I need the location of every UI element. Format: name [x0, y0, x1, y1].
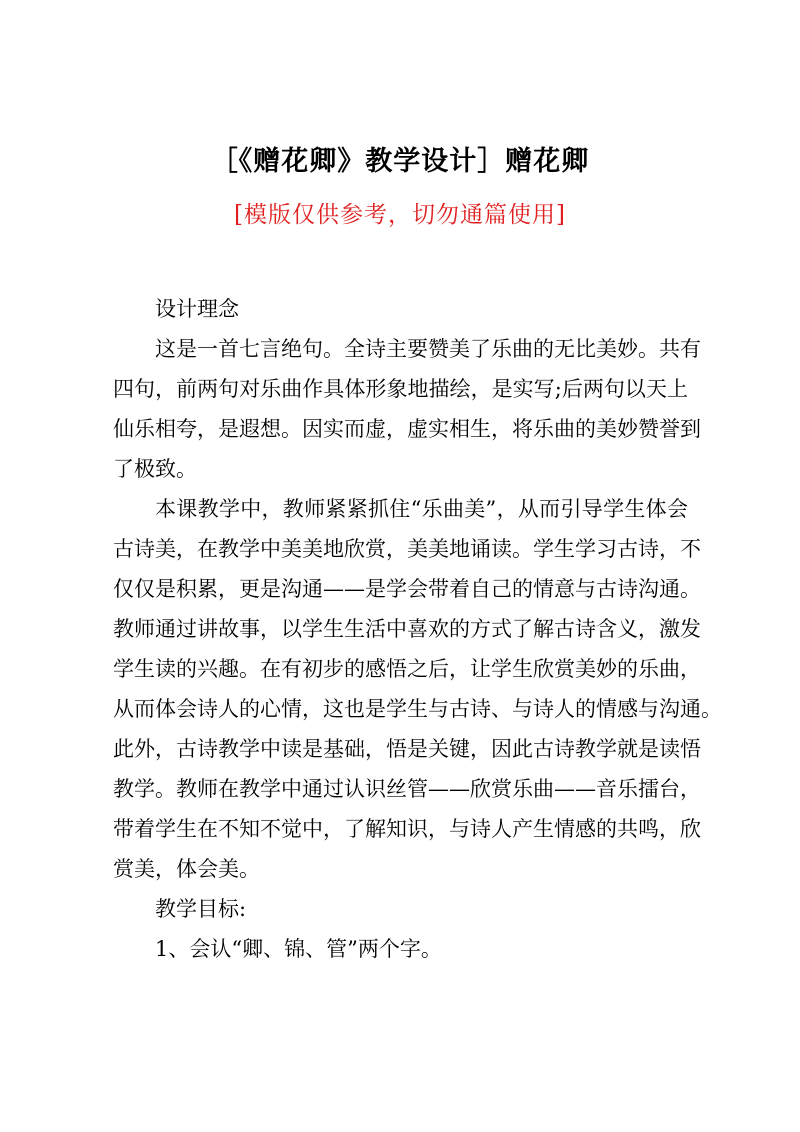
document-title: ［《赠花卿》教学设计］赠花卿	[210, 146, 590, 177]
paragraph-line: 仙乐相夸，是遐想。因实而虚，虚实相生，将乐曲的美妙赞誉到	[113, 417, 701, 441]
paragraph-line: 了极致。	[113, 457, 197, 481]
paragraph-line: 学生读的兴趣。在有初步的感悟之后，让学生欣赏美妙的乐曲，	[113, 657, 701, 681]
paragraph-concept	[113, 329, 701, 489]
paragraph-line: 本课教学中，教师紧紧抓住“乐曲美”，从而引导学生体会	[155, 497, 688, 521]
paragraph-line: 带着学生在不知不觉中，了解知识，与诗人产生情感的共鸣，欣	[113, 817, 701, 841]
paragraph-line: 此外，古诗教学中读是基础，悟是关键，因此古诗教学就是读悟	[113, 737, 701, 761]
template-notice: [模版仅供参考，切勿通篇使用]	[234, 202, 566, 228]
paragraph-line: 四句，前两句对乐曲作具体形象地描绘，是实写;后两句以天上	[113, 377, 688, 401]
section-heading-goals: 教学目标:	[155, 897, 247, 921]
paragraph-line: 教学。教师在教学中通过认识丝管——欣赏乐曲——音乐擂台，	[113, 777, 701, 801]
paragraph-line: 从而体会诗人的心情，这也是学生与古诗、与诗人的情感与沟通。	[113, 697, 722, 721]
paragraph-line: 古诗美，在教学中美美地欣赏，美美地诵读。学生学习古诗，不	[113, 537, 701, 561]
document-body	[113, 289, 722, 969]
paragraph-line: 这是一首七言绝句。全诗主要赞美了乐曲的无比美妙。共有	[155, 337, 701, 361]
paragraph-line: 仅仅是积累，更是沟通——是学会带着自己的情意与古诗沟通。	[113, 577, 701, 601]
paragraph-line: 赏美，体会美。	[113, 857, 260, 881]
goal-item: 1、会认“卿、锦、管”两个字。	[155, 937, 442, 961]
section-heading-concept: 设计理念	[155, 297, 239, 321]
paragraph-teaching	[113, 489, 722, 889]
paragraph-line: 教师通过讲故事，以学生生活中喜欢的方式了解古诗含义，激发	[113, 617, 701, 641]
